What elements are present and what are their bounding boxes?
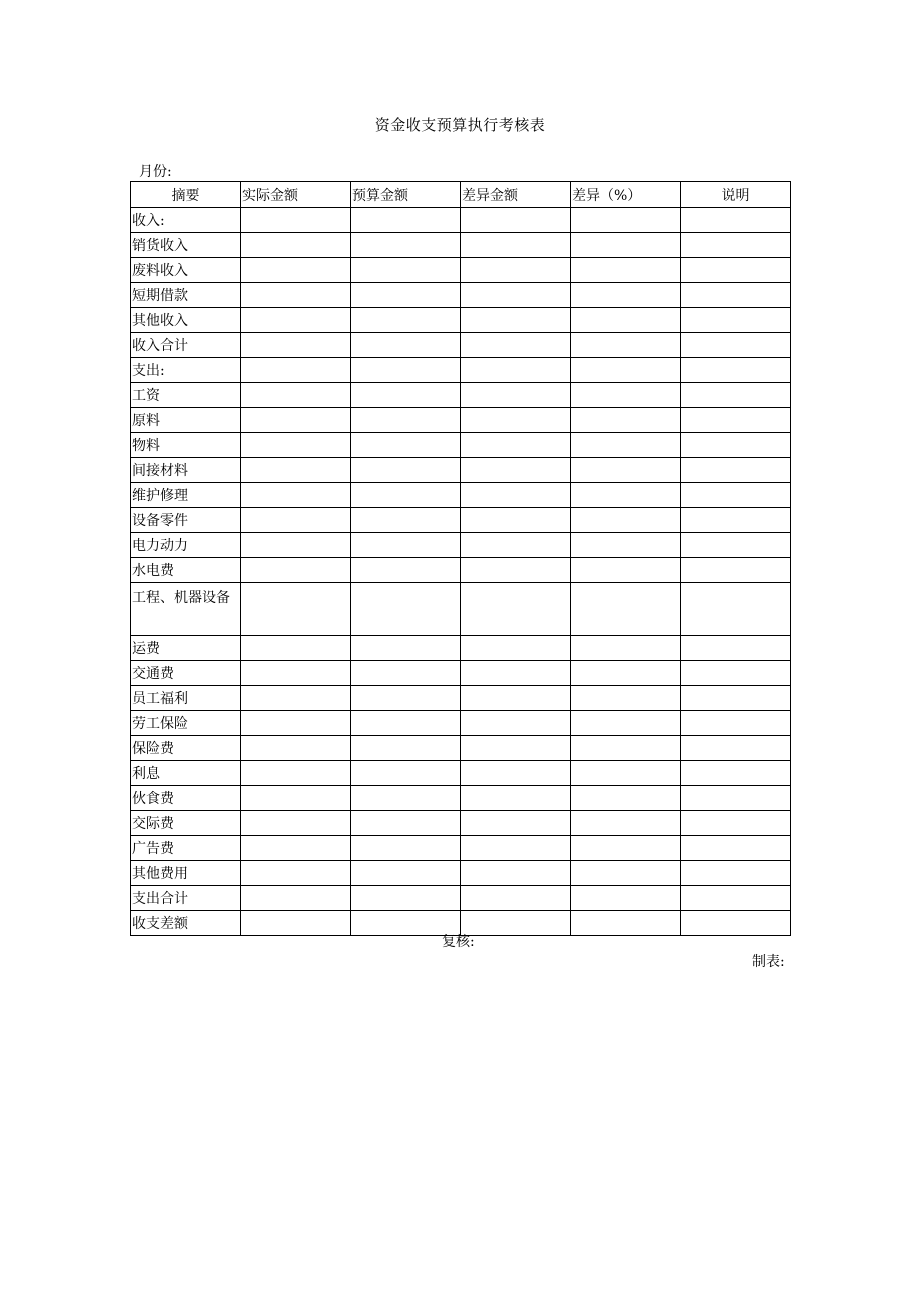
actual-amount-cell[interactable] — [241, 583, 351, 636]
variance-amount-cell[interactable] — [461, 433, 571, 458]
variance-amount-cell[interactable] — [461, 358, 571, 383]
notes-cell[interactable] — [681, 483, 791, 508]
variance-amount-cell[interactable] — [461, 458, 571, 483]
row-label: 设备零件 — [131, 508, 241, 533]
variance-percent-cell[interactable] — [571, 308, 681, 333]
variance-amount-cell[interactable] — [461, 533, 571, 558]
budget-amount-cell[interactable] — [351, 483, 461, 508]
variance-percent-cell[interactable] — [571, 761, 681, 786]
actual-amount-cell[interactable] — [241, 533, 351, 558]
table-row — [131, 258, 791, 283]
notes-cell[interactable] — [681, 636, 791, 661]
actual-amount-cell[interactable] — [241, 761, 351, 786]
variance-percent-cell[interactable] — [571, 258, 681, 283]
notes-cell[interactable] — [681, 911, 791, 936]
actual-amount-cell[interactable] — [241, 736, 351, 761]
budget-amount-cell[interactable] — [351, 686, 461, 711]
actual-amount-cell[interactable] — [241, 836, 351, 861]
actual-amount-cell[interactable] — [241, 208, 351, 233]
notes-cell[interactable] — [681, 433, 791, 458]
notes-cell[interactable] — [681, 208, 791, 233]
actual-amount-cell[interactable] — [241, 333, 351, 358]
variance-percent-cell[interactable] — [571, 233, 681, 258]
table-row — [131, 558, 791, 583]
budget-amount-cell[interactable] — [351, 283, 461, 308]
row-label: 工资 — [131, 383, 241, 408]
table-row — [131, 358, 791, 383]
budget-amount-cell[interactable] — [351, 383, 461, 408]
budget-amount-cell[interactable] — [351, 508, 461, 533]
actual-amount-cell[interactable] — [241, 408, 351, 433]
variance-amount-cell[interactable] — [461, 283, 571, 308]
header-notes: 说明 — [681, 182, 791, 208]
table-row — [131, 383, 791, 408]
notes-cell[interactable] — [681, 686, 791, 711]
actual-amount-cell[interactable] — [241, 886, 351, 911]
notes-cell[interactable] — [681, 711, 791, 736]
variance-amount-cell[interactable] — [461, 383, 571, 408]
notes-cell[interactable] — [681, 761, 791, 786]
variance-percent-cell[interactable] — [571, 408, 681, 433]
row-label: 伙食费 — [131, 786, 241, 811]
actual-amount-cell[interactable] — [241, 911, 351, 936]
variance-amount-cell[interactable] — [461, 736, 571, 761]
row-label: 收入: — [131, 208, 241, 233]
actual-amount-cell[interactable] — [241, 433, 351, 458]
notes-cell[interactable] — [681, 861, 791, 886]
table-row — [131, 408, 791, 433]
row-label: 物料 — [131, 433, 241, 458]
variance-amount-cell[interactable] — [461, 686, 571, 711]
row-label: 运费 — [131, 636, 241, 661]
notes-cell[interactable] — [681, 383, 791, 408]
budget-amount-cell[interactable] — [351, 333, 461, 358]
budget-amount-cell[interactable] — [351, 433, 461, 458]
row-label: 交通费 — [131, 661, 241, 686]
table-row — [131, 533, 791, 558]
variance-amount-cell[interactable] — [461, 233, 571, 258]
budget-amount-cell[interactable] — [351, 811, 461, 836]
variance-percent-cell[interactable] — [571, 661, 681, 686]
row-label: 劳工保险 — [131, 711, 241, 736]
row-label: 支出: — [131, 358, 241, 383]
variance-percent-cell[interactable] — [571, 558, 681, 583]
actual-amount-cell[interactable] — [241, 358, 351, 383]
variance-amount-cell[interactable] — [461, 861, 571, 886]
variance-percent-cell[interactable] — [571, 483, 681, 508]
actual-amount-cell[interactable] — [241, 786, 351, 811]
notes-cell[interactable] — [681, 258, 791, 283]
variance-amount-cell[interactable] — [461, 508, 571, 533]
notes-cell[interactable] — [681, 736, 791, 761]
variance-percent-cell[interactable] — [571, 458, 681, 483]
variance-amount-cell[interactable] — [461, 308, 571, 333]
variance-percent-cell[interactable] — [571, 836, 681, 861]
budget-amount-cell[interactable] — [351, 358, 461, 383]
budget-amount-cell[interactable] — [351, 636, 461, 661]
notes-cell[interactable] — [681, 283, 791, 308]
actual-amount-cell[interactable] — [241, 661, 351, 686]
table-row — [131, 233, 791, 258]
budget-amount-cell[interactable] — [351, 761, 461, 786]
variance-percent-cell[interactable] — [571, 333, 681, 358]
row-label: 电力动力 — [131, 533, 241, 558]
budget-execution-table — [130, 181, 791, 936]
actual-amount-cell[interactable] — [241, 233, 351, 258]
notes-cell[interactable] — [681, 533, 791, 558]
notes-cell[interactable] — [681, 661, 791, 686]
table-body — [131, 208, 791, 936]
actual-amount-cell[interactable] — [241, 508, 351, 533]
header-actual-amount: 实际金额 — [241, 182, 351, 208]
reviewer-label: 复核: — [442, 934, 475, 950]
row-label: 废料收入 — [131, 258, 241, 283]
actual-amount-cell[interactable] — [241, 483, 351, 508]
variance-percent-cell[interactable] — [571, 636, 681, 661]
budget-amount-cell[interactable] — [351, 711, 461, 736]
variance-amount-cell[interactable] — [461, 483, 571, 508]
row-label: 支出合计 — [131, 886, 241, 911]
header-variance-percent: 差异（%） — [571, 182, 681, 208]
row-label: 维护修理 — [131, 483, 241, 508]
table-row — [131, 433, 791, 458]
notes-cell[interactable] — [681, 836, 791, 861]
variance-percent-cell[interactable] — [571, 686, 681, 711]
actual-amount-cell[interactable] — [241, 383, 351, 408]
variance-amount-cell[interactable] — [461, 811, 571, 836]
row-label: 其他收入 — [131, 308, 241, 333]
variance-percent-cell[interactable] — [571, 811, 681, 836]
notes-cell[interactable] — [681, 583, 791, 636]
budget-amount-cell[interactable] — [351, 661, 461, 686]
row-label: 保险费 — [131, 736, 241, 761]
table-row — [131, 283, 791, 308]
table-row — [131, 583, 791, 636]
header-variance-amount: 差异金额 — [461, 182, 571, 208]
variance-amount-cell[interactable] — [461, 836, 571, 861]
variance-percent-cell[interactable] — [571, 583, 681, 636]
table-row — [131, 458, 791, 483]
variance-amount-cell[interactable] — [461, 786, 571, 811]
budget-amount-cell[interactable] — [351, 861, 461, 886]
variance-amount-cell[interactable] — [461, 761, 571, 786]
actual-amount-cell[interactable] — [241, 308, 351, 333]
table-row — [131, 208, 791, 233]
header-budget-amount: 预算金额 — [351, 182, 461, 208]
row-label: 员工福利 — [131, 686, 241, 711]
table-row — [131, 736, 791, 761]
variance-amount-cell[interactable] — [461, 408, 571, 433]
notes-cell[interactable] — [681, 886, 791, 911]
budget-amount-cell[interactable] — [351, 258, 461, 283]
actual-amount-cell[interactable] — [241, 711, 351, 736]
budget-amount-cell[interactable] — [351, 836, 461, 861]
variance-percent-cell[interactable] — [571, 433, 681, 458]
budget-amount-cell[interactable] — [351, 208, 461, 233]
notes-cell[interactable] — [681, 458, 791, 483]
row-label: 收入合计 — [131, 333, 241, 358]
preparer-label: 制表: — [752, 954, 785, 970]
row-label: 收支差额 — [131, 911, 241, 936]
notes-cell[interactable] — [681, 308, 791, 333]
budget-amount-cell[interactable] — [351, 408, 461, 433]
month-label: 月份: — [139, 164, 172, 180]
variance-percent-cell[interactable] — [571, 508, 681, 533]
variance-amount-cell[interactable] — [461, 886, 571, 911]
variance-percent-cell[interactable] — [571, 383, 681, 408]
actual-amount-cell[interactable] — [241, 636, 351, 661]
row-label: 水电费 — [131, 558, 241, 583]
header-row — [131, 182, 791, 208]
actual-amount-cell[interactable] — [241, 861, 351, 886]
variance-amount-cell[interactable] — [461, 258, 571, 283]
document-title: 资金收支预算执行考核表 — [374, 116, 546, 134]
variance-amount-cell[interactable] — [461, 911, 571, 936]
budget-amount-cell[interactable] — [351, 886, 461, 911]
variance-percent-cell[interactable] — [571, 736, 681, 761]
variance-amount-cell[interactable] — [461, 208, 571, 233]
table-row — [131, 886, 791, 911]
table-row — [131, 861, 791, 886]
variance-percent-cell[interactable] — [571, 786, 681, 811]
row-label: 销货收入 — [131, 233, 241, 258]
notes-cell[interactable] — [681, 811, 791, 836]
table-row — [131, 508, 791, 533]
variance-percent-cell[interactable] — [571, 358, 681, 383]
header-summary: 摘要 — [131, 182, 241, 208]
row-label: 利息 — [131, 761, 241, 786]
table-row — [131, 836, 791, 861]
variance-amount-cell[interactable] — [461, 558, 571, 583]
table-row — [131, 811, 791, 836]
notes-cell[interactable] — [681, 408, 791, 433]
budget-amount-cell[interactable] — [351, 786, 461, 811]
row-label: 间接材料 — [131, 458, 241, 483]
row-label: 其他费用 — [131, 861, 241, 886]
table-row — [131, 761, 791, 786]
table-row — [131, 661, 791, 686]
actual-amount-cell[interactable] — [241, 458, 351, 483]
variance-percent-cell[interactable] — [571, 911, 681, 936]
actual-amount-cell[interactable] — [241, 283, 351, 308]
table-row — [131, 483, 791, 508]
table-row — [131, 686, 791, 711]
budget-amount-cell[interactable] — [351, 558, 461, 583]
table-row — [131, 333, 791, 358]
row-label: 交际费 — [131, 811, 241, 836]
table-row — [131, 308, 791, 333]
variance-percent-cell[interactable] — [571, 533, 681, 558]
notes-cell[interactable] — [681, 786, 791, 811]
variance-amount-cell[interactable] — [461, 636, 571, 661]
table-row — [131, 786, 791, 811]
budget-amount-cell[interactable] — [351, 458, 461, 483]
budget-amount-cell[interactable] — [351, 736, 461, 761]
actual-amount-cell[interactable] — [241, 686, 351, 711]
variance-amount-cell[interactable] — [461, 661, 571, 686]
actual-amount-cell[interactable] — [241, 558, 351, 583]
notes-cell[interactable] — [681, 358, 791, 383]
notes-cell[interactable] — [681, 508, 791, 533]
budget-amount-cell[interactable] — [351, 308, 461, 333]
variance-percent-cell[interactable] — [571, 283, 681, 308]
budget-amount-cell[interactable] — [351, 583, 461, 636]
variance-percent-cell[interactable] — [571, 208, 681, 233]
table-row — [131, 711, 791, 736]
actual-amount-cell[interactable] — [241, 811, 351, 836]
actual-amount-cell[interactable] — [241, 258, 351, 283]
row-label: 短期借款 — [131, 283, 241, 308]
budget-amount-cell[interactable] — [351, 533, 461, 558]
variance-amount-cell[interactable] — [461, 711, 571, 736]
notes-cell[interactable] — [681, 333, 791, 358]
notes-cell[interactable] — [681, 558, 791, 583]
row-label: 广告费 — [131, 836, 241, 861]
variance-percent-cell[interactable] — [571, 711, 681, 736]
row-label: 工程、机器设备 — [131, 583, 241, 636]
budget-amount-cell[interactable] — [351, 233, 461, 258]
variance-percent-cell[interactable] — [571, 861, 681, 886]
table-row — [131, 636, 791, 661]
variance-percent-cell[interactable] — [571, 886, 681, 911]
row-label: 原料 — [131, 408, 241, 433]
notes-cell[interactable] — [681, 233, 791, 258]
variance-amount-cell[interactable] — [461, 583, 571, 636]
variance-amount-cell[interactable] — [461, 333, 571, 358]
